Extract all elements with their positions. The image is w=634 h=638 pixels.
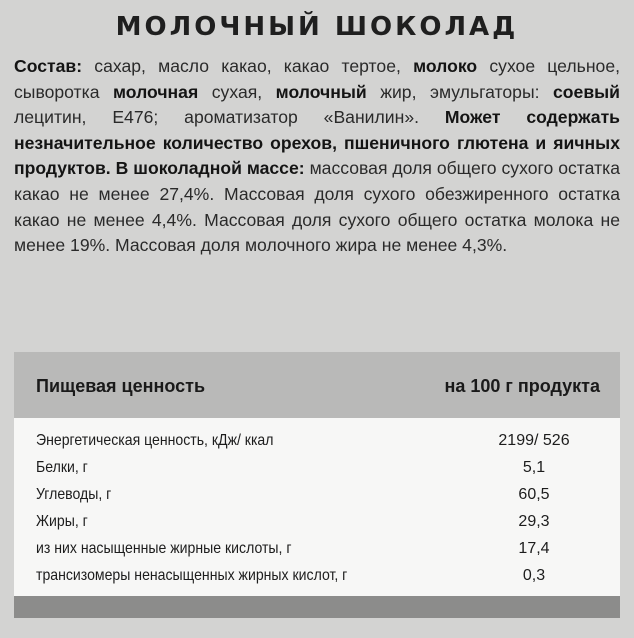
composition-segment: сухое цельное, сыворотка bbox=[14, 56, 620, 102]
nutrition-table bbox=[14, 352, 620, 618]
nutrition-row bbox=[14, 536, 620, 563]
composition-segment: сахар, масло какао, какао тертое, bbox=[82, 56, 414, 76]
nutrition-header-label: Пищевая ценность bbox=[36, 376, 206, 396]
nutrition-row-label: трансизомеры ненасыщенных жирных кислот, г bbox=[36, 567, 348, 584]
nutrition-row bbox=[14, 455, 620, 482]
nutrition-row-value: 5,1 bbox=[522, 459, 546, 476]
nutrition-row-label: Углеводы, г bbox=[36, 486, 112, 503]
composition-bold-segment: молоко bbox=[413, 56, 478, 76]
nutrition-table-footer bbox=[14, 596, 620, 618]
nutrition-row-label: Жиры, г bbox=[36, 513, 88, 530]
nutrition-rows bbox=[14, 428, 620, 590]
composition-segment: сухая, bbox=[198, 81, 276, 102]
nutrition-row-label: из них насыщенные жирные кислоты, г bbox=[36, 540, 292, 557]
nutrition-row-label: Белки, г bbox=[36, 459, 88, 476]
nutrition-row-value: 29,3 bbox=[518, 513, 550, 530]
product-title: МОЛОЧНЫЙ ШОКОЛАД bbox=[115, 12, 519, 42]
composition-bold-segment: молочная bbox=[113, 81, 199, 102]
nutrition-row bbox=[14, 509, 620, 536]
composition-bold-segment: соевый bbox=[553, 81, 620, 102]
nutrition-row bbox=[14, 563, 620, 590]
nutrition-row-value: 2199/ 526 bbox=[498, 432, 570, 449]
composition-segment: лецитин, Е476; ароматизатор «Ванилин». bbox=[14, 107, 445, 128]
nutrition-row bbox=[14, 482, 620, 509]
nutrition-row-value: 17,4 bbox=[518, 540, 550, 557]
nutrition-table-header bbox=[14, 352, 620, 418]
nutrition-row-value: 60,5 bbox=[518, 486, 550, 503]
composition-segment: массовая доля общего сухого остатка какао не менее 27,4%. Массовая доля сухого обезжиренного остатка какао не менее 4,4%. Массовая доля сухого общего остатка молока не менее 19%. Массовая доля молочного жира не менее 4,3%. bbox=[14, 158, 620, 256]
composition-text bbox=[14, 54, 620, 259]
nutrition-row-value: 0,3 bbox=[522, 567, 546, 584]
composition-bold-segment: молочный bbox=[275, 81, 367, 102]
composition-bold-segment: Может содержать незначительное количество орехов, пшеничного глютена и яичных продуктов. В шоколадной массе: bbox=[14, 107, 620, 179]
nutrition-row bbox=[14, 428, 620, 455]
nutrition-header-per: на 100 г продукта bbox=[444, 376, 600, 396]
nutrition-row-label: Энергетическая ценность, кДж/ ккал bbox=[36, 432, 274, 449]
composition-segment: жир, эмульгаторы: bbox=[366, 81, 554, 102]
composition-bold-segment: Состав: bbox=[14, 56, 83, 76]
